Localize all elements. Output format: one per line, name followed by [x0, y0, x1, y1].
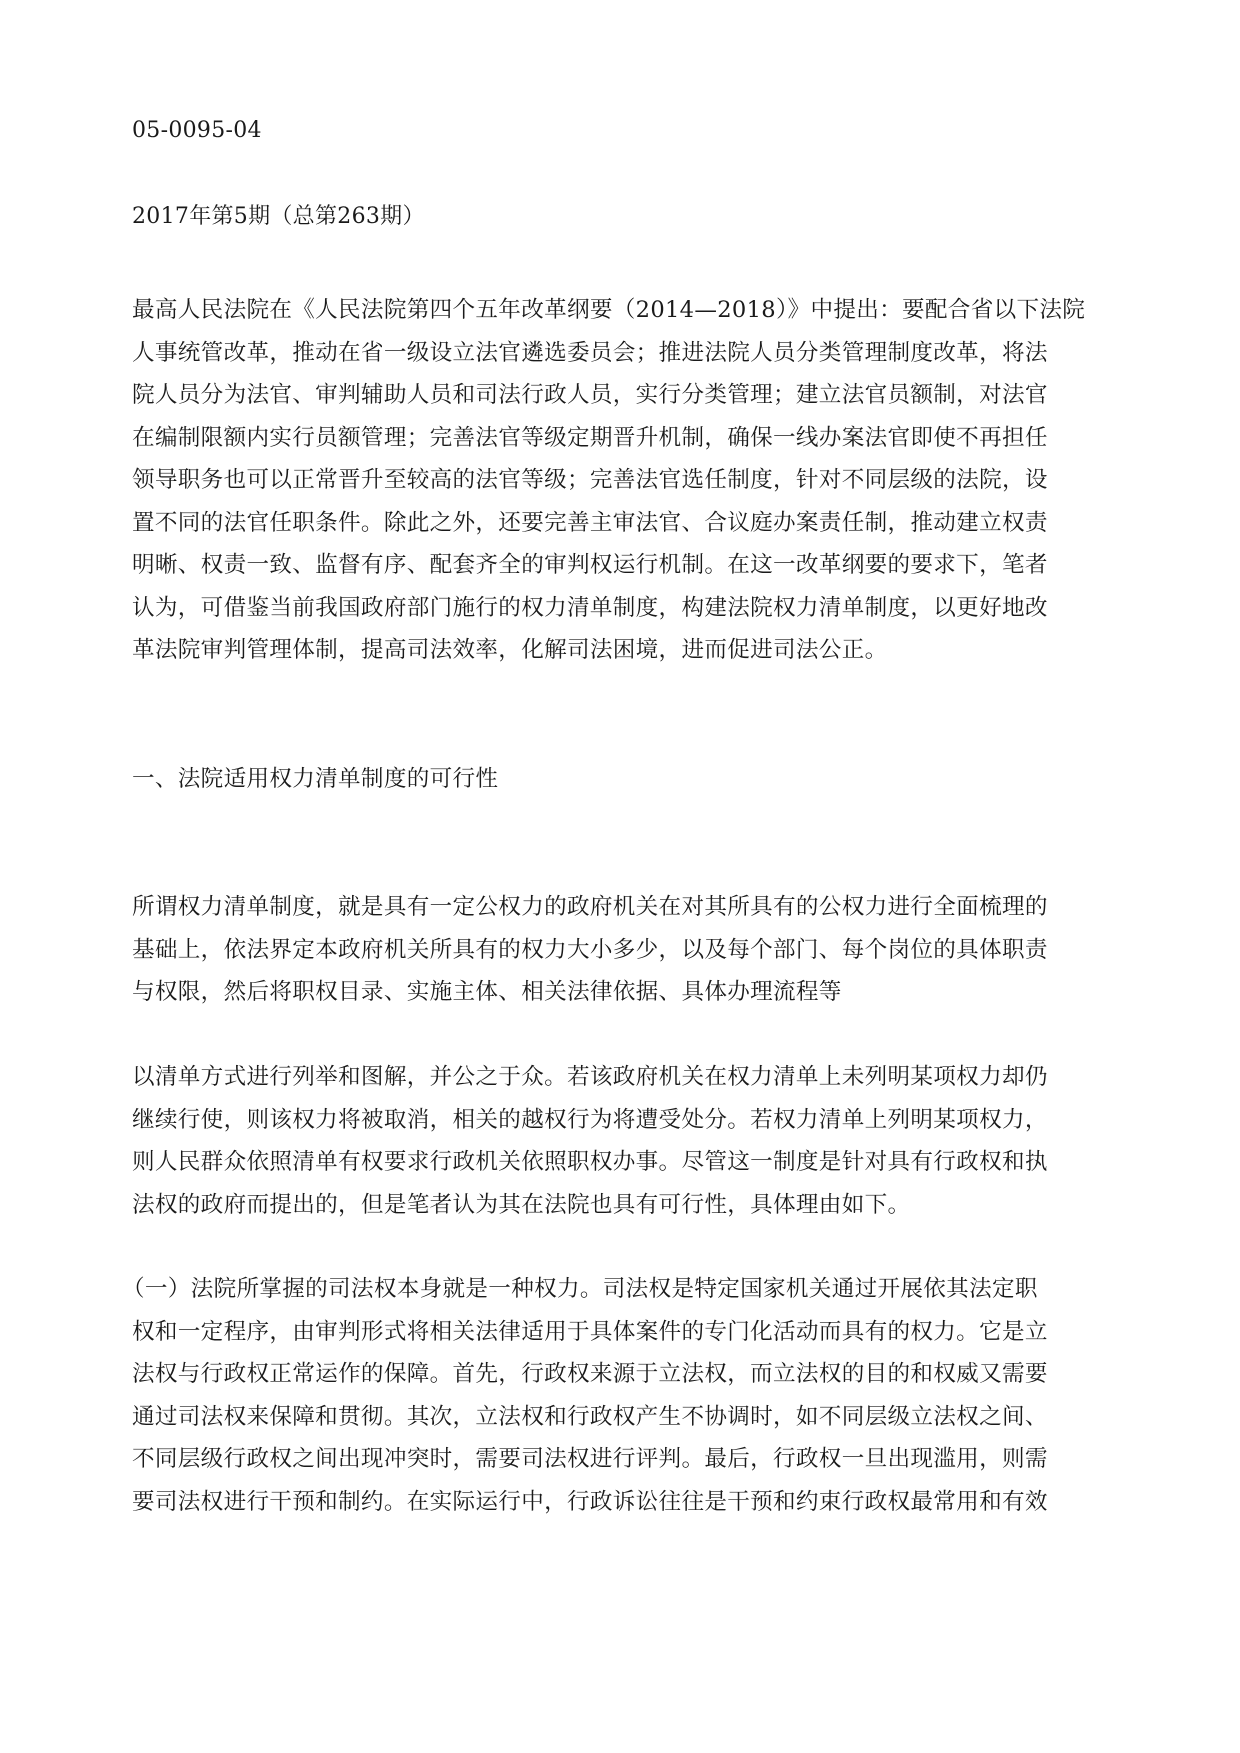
paragraph-line: 不同层级行政权之间出现冲突时，需要司法权进行评判。最后，行政权一旦出现滥用，则需	[132, 1446, 1048, 1472]
continuation-paragraph	[132, 1056, 1112, 1226]
paragraph-line: 与权限，然后将职权目录、实施主体、相关法律依据、具体办理流程等	[132, 979, 842, 1005]
paragraph-line: （一）法院所掌握的司法权本身就是一种权力。司法权是特定国家机关通过开展依其法定职	[122, 1276, 1038, 1302]
paragraph-line: 所谓权力清单制度，就是具有一定公权力的政府机关在对其所具有的公权力进行全面梳理的	[132, 894, 1048, 920]
paragraph-line: 领导职务也可以正常晋升至较高的法官等级；完善法官选任制度，针对不同层级的法院，设	[132, 467, 1048, 493]
section-heading: 一、法院适用权力清单制度的可行性	[132, 766, 499, 792]
definition-paragraph	[132, 886, 1112, 1014]
paragraph-line: 以清单方式进行列举和图解，并公之于众。若该政府机关在权力清单上未列明某项权力却仍	[132, 1064, 1048, 1090]
paragraph-line: 法权的政府而提出的，但是笔者认为其在法院也具有可行性，具体理由如下。	[132, 1191, 911, 1218]
paragraph-line: 要司法权进行干预和制约。在实际运行中，行政诉讼往往是干预和约束行政权最常用和有效	[132, 1488, 1048, 1515]
paragraph-line: 明晰、权责一致、监督有序、配套齐全的审判权运行机制。在这一改革纲要的要求下，笔者	[132, 552, 1048, 578]
paragraph-line: 通过司法权来保障和贯彻。其次，立法权和行政权产生不协调时，如不同层级立法权之间、	[132, 1403, 1048, 1430]
intro-paragraph	[132, 289, 1112, 672]
paragraph-line: 认为，可借鉴当前我国政府部门施行的权力清单制度，构建法院权力清单制度，以更好地改	[132, 594, 1048, 621]
paragraph-line: 法权与行政权正常运作的保障。首先，行政权来源于立法权，而立法权的目的和权威又需要	[132, 1361, 1048, 1387]
paragraph-line: 置不同的法官任职条件。除此之外，还要完善主审法官、合议庭办案责任制，推动建立权责	[132, 509, 1048, 536]
paragraph-line: 基础上，依法界定本政府机关所具有的权力大小多少，以及每个部门、每个岗位的具体职责	[132, 936, 1048, 963]
paragraph-line: 人事统管改革，推动在省一级设立法官遴选委员会；推进法院人员分类管理制度改革，将法	[132, 339, 1048, 366]
paragraph-line: 在编制限额内实行员额管理；完善法官等级定期晋升机制，确保一线办案法官即使不再担任	[132, 424, 1048, 451]
point-one-paragraph	[122, 1268, 1112, 1523]
paragraph-line: 则人民群众依照清单有权要求行政机关依照职权办事。尽管这一制度是针对具有行政权和执	[132, 1149, 1048, 1175]
paragraph-line: 继续行使，则该权力将被取消，相关的越权行为将遭受处分。若权力清单上列明某项权力，	[132, 1106, 1048, 1133]
issue-line: 2017年第5期（总第263期）	[132, 204, 425, 229]
paragraph-line: 革法院审判管理体制，提高司法效率，化解司法困境，进而促进司法公正。	[132, 637, 888, 663]
paragraph-line: 最高人民法院在《人民法院第四个五年改革纲要（2014—2018）》中提出：要配合省以下法院	[132, 297, 1086, 323]
paragraph-line: 权和一定程序，由审判形式将相关法律适用于具体案件的专门化活动而具有的权力。它是立	[132, 1318, 1048, 1345]
document-code: 05-0095-04	[132, 118, 262, 143]
paragraph-line: 院人员分为法官、审判辅助人员和司法行政人员，实行分类管理；建立法官员额制，对法官	[132, 382, 1048, 408]
